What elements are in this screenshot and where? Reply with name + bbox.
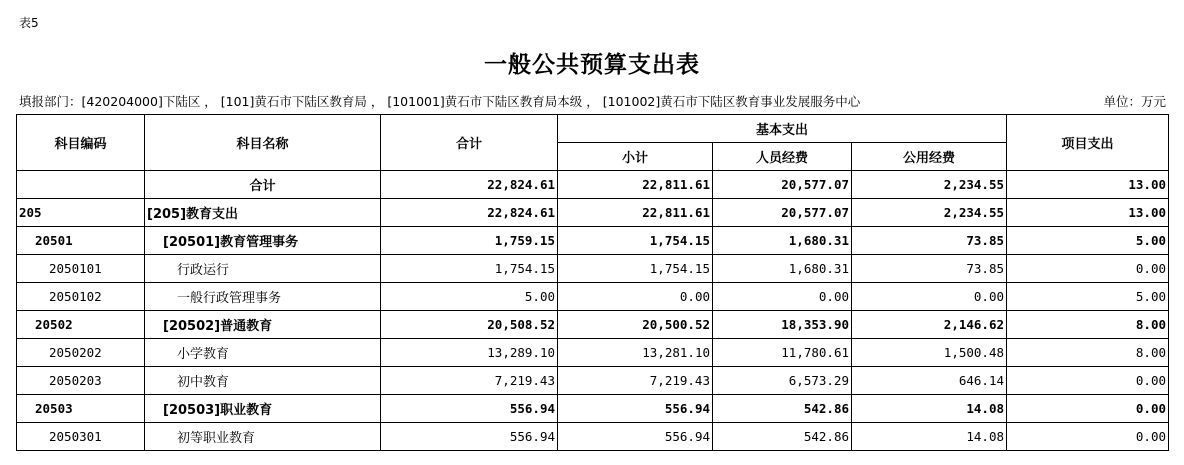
cell-subtotal: 556.94 <box>558 423 713 451</box>
cell-subtotal: 556.94 <box>558 395 713 423</box>
table-row <box>17 367 1169 395</box>
cell-code: 20502 <box>17 311 145 339</box>
cell-public: 73.85 <box>852 227 1007 255</box>
cell-subtotal: 1,754.15 <box>558 227 713 255</box>
cell-project: 5.00 <box>1007 227 1169 255</box>
cell-personnel: 0.00 <box>713 283 852 311</box>
cell-subtotal: 1,754.15 <box>558 255 713 283</box>
cell-code: 2050301 <box>17 423 145 451</box>
table-row <box>17 283 1169 311</box>
cell-code: 205 <box>17 199 145 227</box>
table-number: 表5 <box>19 16 39 30</box>
cell-subtotal: 20,500.52 <box>558 311 713 339</box>
cell-total: 7,219.43 <box>381 367 558 395</box>
cell-personnel: 542.86 <box>713 423 852 451</box>
cell-public: 2,146.62 <box>852 311 1007 339</box>
cell-public: 646.14 <box>852 367 1007 395</box>
cell-personnel: 20,577.07 <box>713 199 852 227</box>
cell-project: 8.00 <box>1007 311 1169 339</box>
cell-total: 1,754.15 <box>381 255 558 283</box>
header-project: 项目支出 <box>1007 115 1169 171</box>
cell-subtotal: 7,219.43 <box>558 367 713 395</box>
cell-project: 13.00 <box>1007 199 1169 227</box>
cell-name: 行政运行 <box>145 255 381 283</box>
unit-label: 单位：万元 <box>1103 94 1166 109</box>
cell-code <box>17 171 145 199</box>
header-name: 科目名称 <box>145 115 381 171</box>
cell-name: 合计 <box>145 171 381 199</box>
cell-total: 13,289.10 <box>381 339 558 367</box>
cell-project: 0.00 <box>1007 395 1169 423</box>
cell-subtotal: 0.00 <box>558 283 713 311</box>
cell-project: 0.00 <box>1007 255 1169 283</box>
cell-name: 初等职业教育 <box>145 423 381 451</box>
cell-personnel: 542.86 <box>713 395 852 423</box>
header-subtotal: 小计 <box>558 143 713 171</box>
header-public: 公用经费 <box>852 143 1007 171</box>
cell-personnel: 6,573.29 <box>713 367 852 395</box>
header-basic: 基本支出 <box>558 115 1007 143</box>
cell-code: 2050202 <box>17 339 145 367</box>
table-row <box>17 339 1169 367</box>
cell-project: 0.00 <box>1007 367 1169 395</box>
cell-personnel: 18,353.90 <box>713 311 852 339</box>
cell-total: 556.94 <box>381 423 558 451</box>
cell-public: 14.08 <box>852 395 1007 423</box>
page-title: 一般公共预算支出表 <box>484 51 700 78</box>
cell-public: 1,500.48 <box>852 339 1007 367</box>
cell-name: 小学教育 <box>145 339 381 367</box>
cell-project: 8.00 <box>1007 339 1169 367</box>
reporting-department: 填报部门：[420204000]下陆区 ， [101]黄石市下陆区教育局 ， [101001]黄石市下陆区教育局本级 ， [101002]黄石市下陆区教育事业发展服务中心 <box>19 94 861 109</box>
cell-code: 2050102 <box>17 283 145 311</box>
header-personnel: 人员经费 <box>713 143 852 171</box>
cell-subtotal: 13,281.10 <box>558 339 713 367</box>
table-row <box>17 395 1169 423</box>
cell-total: 22,824.61 <box>381 171 558 199</box>
cell-public: 2,234.55 <box>852 199 1007 227</box>
header-total: 合计 <box>381 115 558 171</box>
cell-total: 5.00 <box>381 283 558 311</box>
table-row <box>17 227 1169 255</box>
cell-name: 一般行政管理事务 <box>145 283 381 311</box>
cell-subtotal: 22,811.61 <box>558 199 713 227</box>
cell-code: 20501 <box>17 227 145 255</box>
cell-total: 556.94 <box>381 395 558 423</box>
cell-name: [20503]职业教育 <box>145 395 381 423</box>
cell-public: 73.85 <box>852 255 1007 283</box>
cell-name: [20502]普通教育 <box>145 311 381 339</box>
cell-project: 5.00 <box>1007 283 1169 311</box>
cell-personnel: 1,680.31 <box>713 255 852 283</box>
cell-public: 14.08 <box>852 423 1007 451</box>
cell-name: [205]教育支出 <box>145 199 381 227</box>
table-row <box>17 423 1169 451</box>
cell-code: 2050203 <box>17 367 145 395</box>
cell-public: 0.00 <box>852 283 1007 311</box>
table-row <box>17 171 1169 199</box>
cell-name: 初中教育 <box>145 367 381 395</box>
cell-personnel: 20,577.07 <box>713 171 852 199</box>
cell-total: 22,824.61 <box>381 199 558 227</box>
budget-table <box>16 114 1169 451</box>
cell-code: 20503 <box>17 395 145 423</box>
cell-personnel: 1,680.31 <box>713 227 852 255</box>
header-code: 科目编码 <box>17 115 145 171</box>
cell-personnel: 11,780.61 <box>713 339 852 367</box>
cell-code: 2050101 <box>17 255 145 283</box>
cell-name: [20501]教育管理事务 <box>145 227 381 255</box>
cell-total: 20,508.52 <box>381 311 558 339</box>
cell-project: 0.00 <box>1007 423 1169 451</box>
cell-total: 1,759.15 <box>381 227 558 255</box>
table-row <box>17 199 1169 227</box>
cell-project: 13.00 <box>1007 171 1169 199</box>
cell-public: 2,234.55 <box>852 171 1007 199</box>
table-row <box>17 255 1169 283</box>
table-row <box>17 311 1169 339</box>
cell-subtotal: 22,811.61 <box>558 171 713 199</box>
